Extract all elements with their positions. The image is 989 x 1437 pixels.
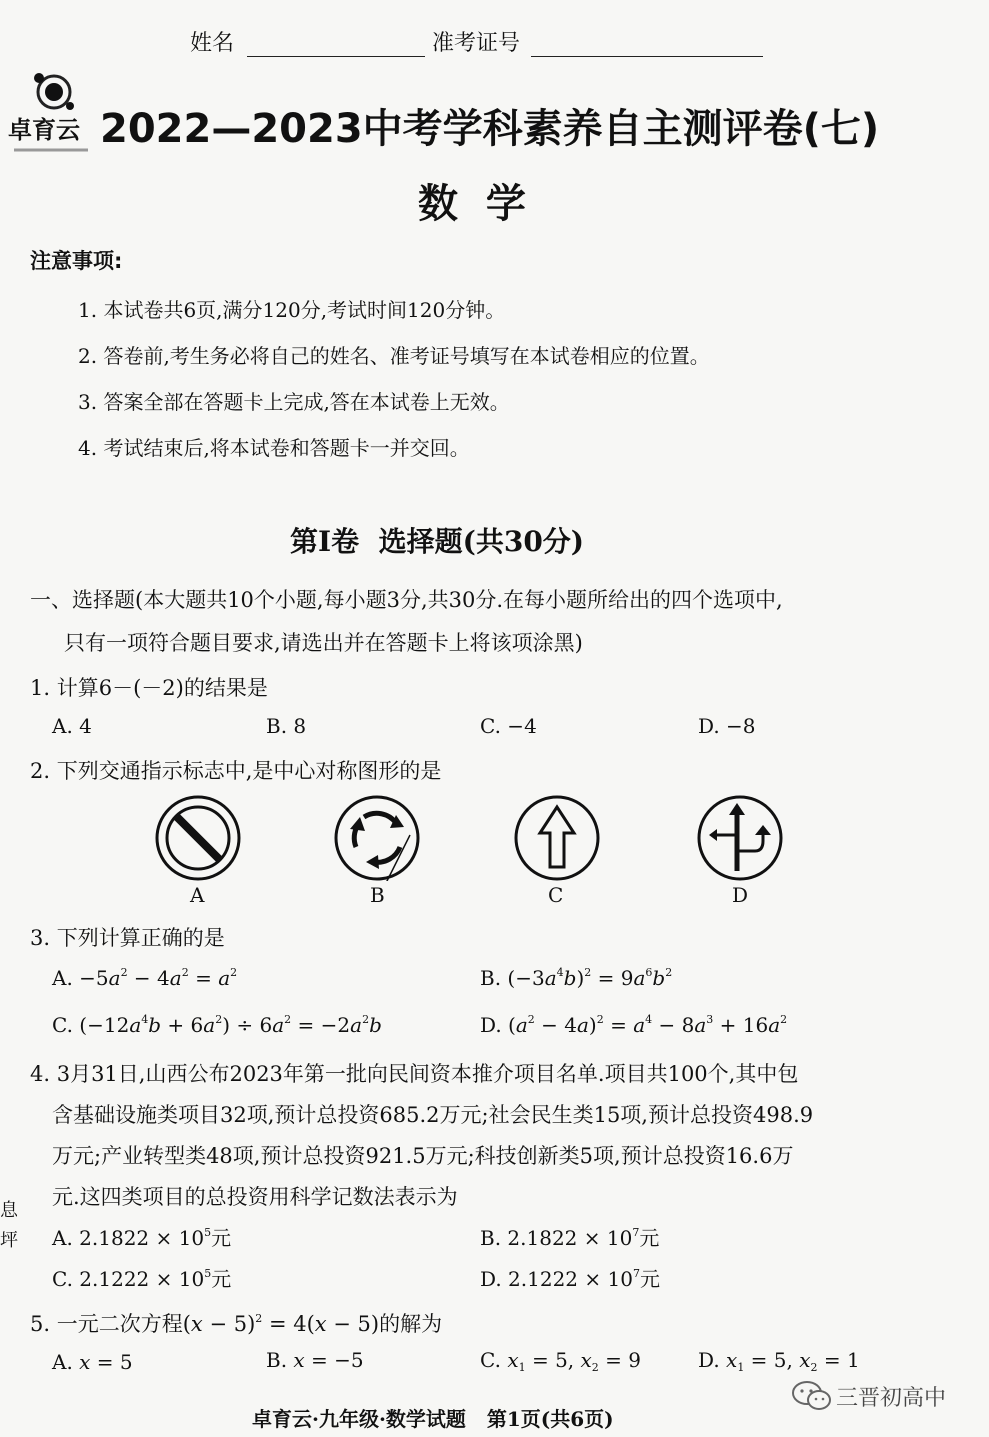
q3-option-d: D. $(a^2 - 4a)^2 = a^4 - 8a^3 + 16a^2$ xyxy=(480,1013,788,1037)
section-instruction: 一、选择题(本大题共10个小题,每小题3分,共30分.在每小题所给出的四个选项中, xyxy=(30,588,783,612)
note-item: 4. 考试结束后,将本试卷和答题卡一并交回。 xyxy=(78,436,470,460)
name-field xyxy=(190,26,425,57)
q1-option-a: A. 4 xyxy=(52,714,92,738)
question-1-stem: 1. 计算6－(－2)的结果是 xyxy=(30,676,268,700)
roundabout-sign-icon xyxy=(334,795,420,881)
straight-arrow-sign-icon xyxy=(514,795,600,881)
page-footer: 卓育云·九年级·数学试题 第1页(共6页) xyxy=(252,1407,614,1431)
q4-option-d: D. $2.1222 \times 10^7$元 xyxy=(480,1267,660,1291)
section-instruction: 只有一项符合题目要求,请选出并在答题卡上将该项涂黑) xyxy=(64,631,583,655)
margin-char: 坪 xyxy=(0,1230,18,1251)
page-title: 2022—2023中考学科素养自主测评卷(七) xyxy=(100,106,880,152)
wechat-icon xyxy=(790,1380,834,1412)
question-4-stem: 含基础设施类项目32项,预计总投资685.2万元;社会民生类15项,预计总投资498.9 xyxy=(52,1103,814,1127)
exam-number-label: 准考证号 xyxy=(432,31,521,56)
sign-label-b: B xyxy=(370,883,385,907)
q4-option-b: B. $2.1822 \times 10^7$元 xyxy=(480,1226,660,1250)
no-entry-sign-icon xyxy=(155,795,241,881)
q5-option-c: C. $x_1 = 5$, $x_2 = 9$ xyxy=(480,1348,641,1374)
q1-option-d: D. −8 xyxy=(698,714,756,738)
section-title: 第Ⅰ卷 选择题(共30分) xyxy=(290,525,585,558)
name-label: 姓名 xyxy=(190,31,235,56)
q5-option-a: A. x = 5 xyxy=(52,1350,133,1374)
note-item: 3. 答案全部在答题卡上完成,答在本试卷上无效。 xyxy=(78,390,510,414)
sign-label-a: A xyxy=(190,883,205,907)
question-5-stem: 5. 一元二次方程$(x - 5)^2 = 4(x - 5)$的解为 xyxy=(30,1312,443,1336)
watermark xyxy=(790,1378,970,1414)
notes-heading: 注意事项: xyxy=(30,249,123,273)
watermark-text: 三晋初高中 xyxy=(836,1386,947,1411)
question-4-stem: 4. 3月31日,山西公布2023年第一批向民间资本推介项目名单.项目共100个,其中包 xyxy=(30,1062,799,1086)
sign-label-d: D xyxy=(732,883,749,907)
q4-option-a: A. $2.1822 \times 10^5$元 xyxy=(52,1226,232,1250)
q5-stem-suffix: 的解为 xyxy=(379,1312,443,1336)
sign-label-c: C xyxy=(548,883,564,907)
note-item: 2. 答卷前,考生务必将自己的姓名、准考证号填写在本试卷相应的位置。 xyxy=(78,344,710,368)
q1-option-c: C. −4 xyxy=(480,714,537,738)
question-4-stem: 万元;产业转型类48项,预计总投资921.5万元;科技创新类5项,预计总投资16.6万 xyxy=(52,1144,794,1168)
subject-title: 数 学 xyxy=(418,180,526,227)
q3-option-b: B. $(-3a^4b)^2 = 9a^6b^2$ xyxy=(480,966,673,990)
question-4-stem: 元.这四类项目的总投资用科学记数法表示为 xyxy=(52,1185,458,1209)
q1-option-b: B. 8 xyxy=(266,714,307,738)
lane-direction-sign-icon xyxy=(697,795,783,881)
exam-number-field xyxy=(432,26,763,57)
note-item: 1. 本试卷共6页,满分120分,考试时间120分钟。 xyxy=(78,298,506,322)
name-blank xyxy=(247,34,425,57)
logo xyxy=(8,70,103,155)
question-2-stem: 2. 下列交通指示标志中,是中心对称图形的是 xyxy=(30,759,442,783)
question-3-stem: 3. 下列计算正确的是 xyxy=(30,926,225,950)
q5-option-b: B. x = −5 xyxy=(266,1348,364,1372)
q4-option-c: C. $2.1222 \times 10^5$元 xyxy=(52,1267,232,1291)
exam-number-blank xyxy=(531,34,763,57)
q5-option-d: D. $x_1 = 5$, $x_2 = 1$ xyxy=(698,1348,860,1374)
q3-option-a: A. $-5a^2 - 4a^2 = a^2$ xyxy=(52,966,238,990)
q5-stem-prefix: 5. 一元二次方程 xyxy=(30,1312,183,1336)
logo-text: 卓育云 xyxy=(8,116,80,144)
q3-option-c: C. $(-12a^4b + 6a^2) \div 6a^2 = -2a^2b$ xyxy=(52,1013,382,1037)
margin-char: 息 xyxy=(0,1200,18,1221)
